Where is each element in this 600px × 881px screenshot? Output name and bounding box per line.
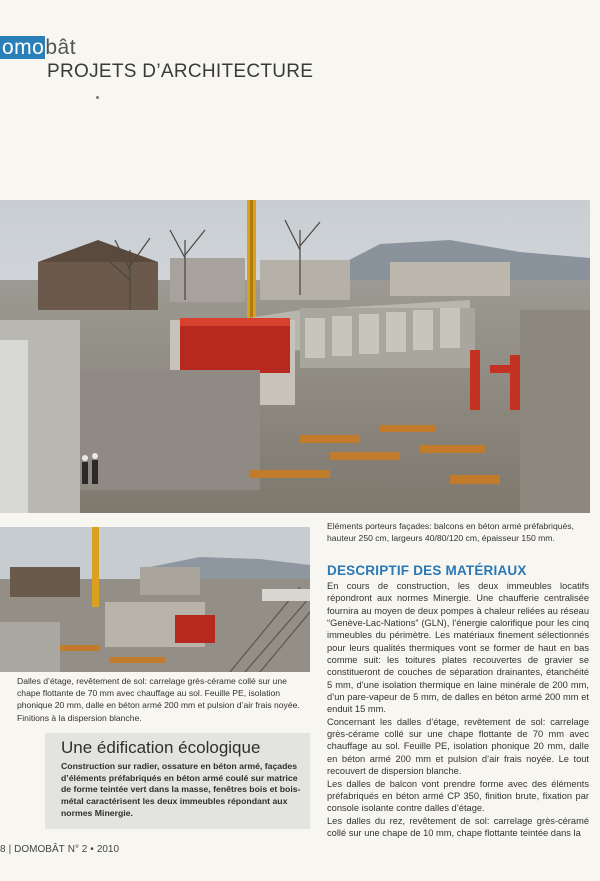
brand-logo	[0, 36, 76, 60]
magazine-name: DOMOBÂT	[14, 844, 65, 855]
article-paragraph: Les dalles du rez, revêtement de sol: carrelage grès-céramé collé sur une chape de 10 mm, chape flottante teintée dans la	[327, 815, 589, 838]
article-paragraph: En cours de construction, les deux immeubles locatifs répondront aux normes Minergie. Une chaufferie centralisée fournira au moyen de deux pompes à chaleur reliées au réseau “Genève-Lac-Nations” (GLN), l’énergie calorifique pour les cinq immeubles du périmètre. Les matériaux finement sélectionnés pour leurs qualités thermiques vont se former de haut en bas comme suit: les toitures plates recouvertes de gravier se constitueront de couches de séparation drainantes, étanchéité 5 mm, d’une isolation thermique en laine minérale de 200 mm, d’un pare-vapeur de 5 mm, de dalles en béton armé 200 mm et enduit 15 mm.	[327, 581, 589, 715]
footer-separator: •	[90, 844, 94, 855]
issue-year: 2010	[96, 844, 120, 855]
article-body	[327, 580, 589, 839]
decorative-dot	[96, 96, 99, 99]
page-number: 8	[0, 844, 6, 855]
page-footer: 8 | DOMOBÂT N° 2 • 2010	[0, 844, 120, 855]
brand-prefix: omo	[2, 36, 45, 59]
eco-box	[45, 733, 310, 829]
issue-number: N° 2	[67, 844, 88, 855]
brand-suffix: bât	[45, 36, 77, 59]
secondary-photo-illustration	[0, 527, 310, 672]
eco-box-text: Construction sur radier, ossature en béton armé, façades d’éléments préfabriqués en béton armé coulé sur matrice de forme teintée vert dans la masse, fenêtres bois et bois-métal caractérisent les deux immeubles répondant aux normes Minergie.	[61, 761, 301, 818]
secondary-photo-caption: Dalles d’étage, revêtement de sol: carrelage grès-cérame collé sur une chape flottante de 70 mm avec chauffage au sol. Feuille PE, isolation phonique 20 mm, dalle en béton armé 200 mm et pulsion d’air frais noyée. Finitions à la dispersion blanche.	[17, 676, 300, 723]
main-photo-caption: Eléments porteurs façades: balcons en béton armé préfabriqués, hauteur 250 cm, largeurs 40/80/120 cm, épaisseur 150 mm.	[327, 521, 574, 544]
article-paragraph: Concernant les dalles d’étage, revêtement de sol: carrelage grès-cérame collé sur une chape flottante de 70 mm avec chauffage au sol. Feuille PE, isolation phonique 20 mm, dalle en béton armé 200 mm et pulsion d’air frais noyée. Le tout recouvert de dispersion blanche.	[327, 716, 589, 777]
article-paragraph: Les dalles de balcon vont prendre forme avec des éléments préfabriqués en béton armé CP 350, finition brute, fixation par console isolante contre dalles d’étage.	[327, 778, 589, 814]
eco-box-title: Une édification écologique	[61, 738, 261, 757]
article-heading: DESCRIPTIF DES MATÉRIAUX	[327, 563, 527, 578]
section-title: PROJETS D’ARCHITECTURE	[47, 61, 314, 82]
main-photo-illustration	[0, 200, 590, 513]
main-construction-photo	[0, 200, 590, 513]
secondary-construction-photo	[0, 527, 310, 672]
